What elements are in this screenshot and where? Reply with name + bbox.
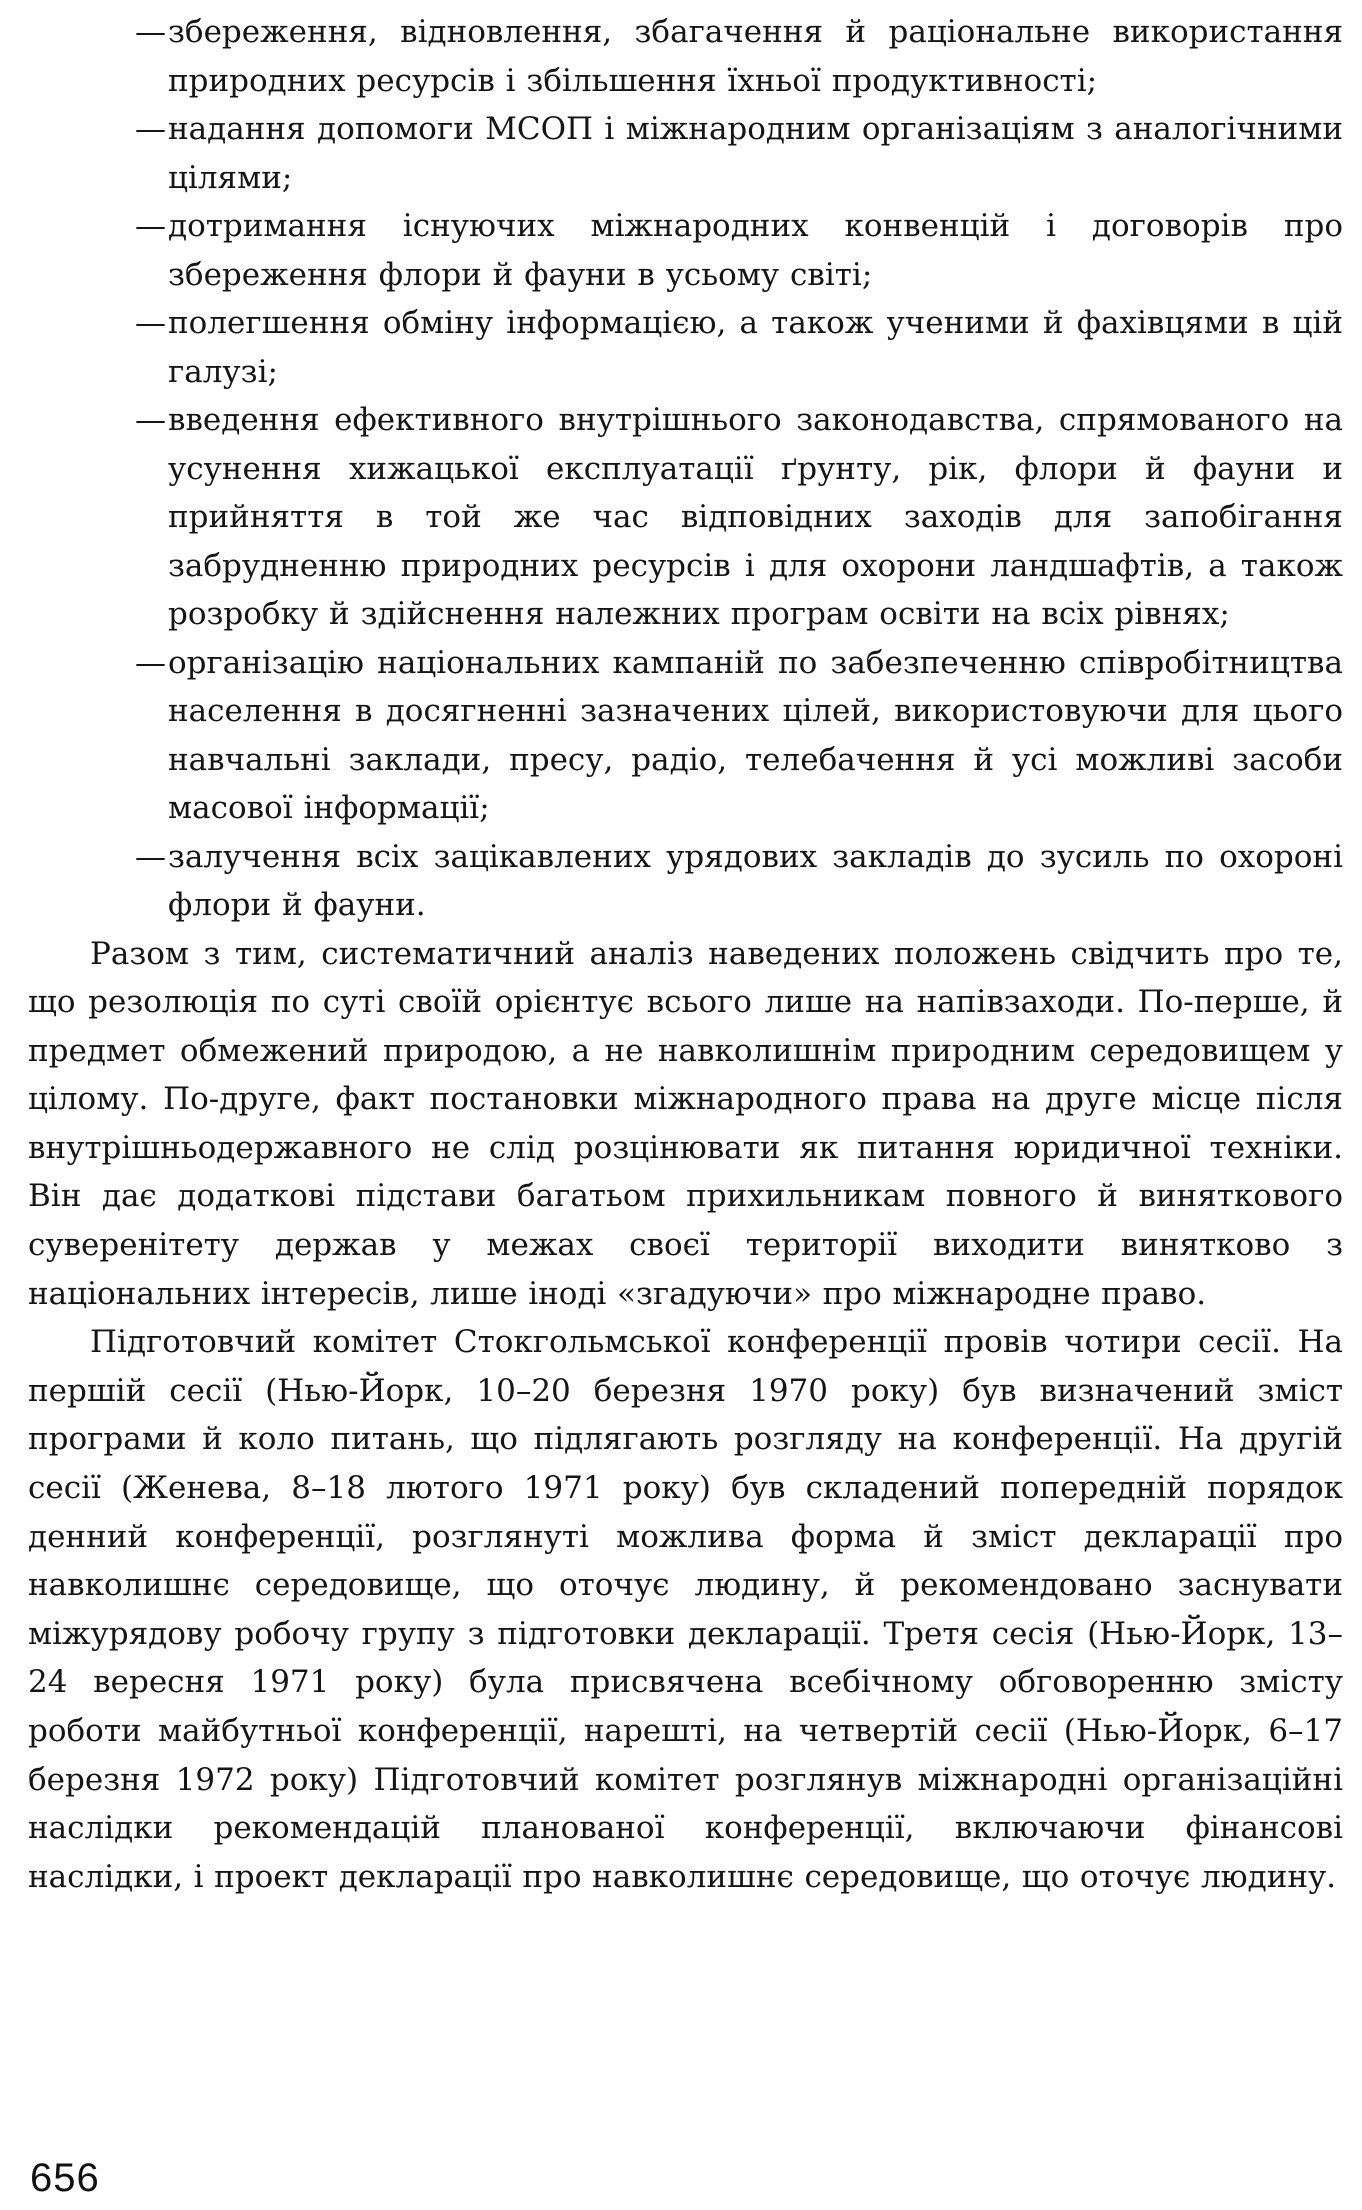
bullet-dash: —	[135, 305, 166, 341]
document-content	[28, 8, 1343, 1901]
bullet-item	[28, 833, 1343, 930]
page-number: 656	[30, 2156, 100, 2200]
bullet-text: надання допомоги МСОП і міжнародним організаціям з аналогічними цілями;	[168, 111, 1343, 196]
body-paragraph: Підготовчий комітет Стокгольмської конференції провів чотири сесії. На першій сесії (Нью-Йорк, 10–20 березня 1970 року) був визначений зміст програми й коло питань, що підлягають розгляду на конференції. На другій сесії (Женева, 8–18 лютого 1971 року) був складений попередній порядок денний конференції, розглянуті можлива форма й зміст декларації про навколишнє середовище, що оточує людину, й рекомендовано заснувати міжурядову робочу групу з підготовки декларації. Третя сесія (Нью-Йорк, 13–24 вересня 1971 року) була присвячена всебічному обговоренню змісту роботи майбутньої конференції, нарешті, на четвертій сесії (Нью-Йорк, 6–17 березня 1972 року) Підготовчий комітет розглянув міжнародні організаційні наслідки рекомендацій планованої конференції, включаючи фінансові наслідки, і проект декларації про навколишнє середовище, що оточує людину.	[28, 1324, 1343, 1895]
bullet-text: дотримання існуючих міжнародних конвенцій і договорів про збереження флори й фауни в усьому світі;	[168, 208, 1343, 293]
bullet-text: введення ефективного внутрішнього законодавства, спрямованого на усунення хижацької експлуатації ґрунту, рік, флори й фауни и прийняття в той же час відповідних заходів для запобігання забрудненню природних ресурсів і для охорони ландшафтів, а також розробку й здійснення належних програм освіти на всіх рівнях;	[168, 402, 1343, 632]
bullet-text: полегшення обміну інформацією, а також ученими й фахівцями в цій галузі;	[168, 305, 1343, 390]
bullet-dash: —	[135, 402, 166, 438]
bullet-item	[28, 299, 1343, 396]
bullet-dash: —	[135, 208, 166, 244]
bullet-text: організацію національних кампаній по забезпеченню співробітництва населення в досягненні зазначених цілей, використовуючи для цього навчальні заклади, пресу, радіо, телебачення й усі можливі засоби масової інформації;	[168, 644, 1343, 826]
bullet-dash: —	[135, 111, 166, 147]
body-paragraph: Разом з тим, систематичний аналіз наведених положень свідчить про те, що резолюція по суті своїй орієнтує всього лише на напівзаходи. По-перше, й предмет обмежений природою, а не навколишнім природним середовищем у цілому. По-друге, факт постановки міжнародного права на друге місце після внутрішньодержавного не слід розцінювати як питання юридичної техніки. Він дає додаткові підстави багатьом прихильникам повного й виняткового суверенітету держав у межах своєї території виходити винятково з національних інтересів, лише іноді «згадуючи» про міжнародне право.	[28, 935, 1343, 1312]
bullet-dash: —	[135, 838, 166, 875]
bullet-item	[28, 396, 1343, 639]
bullet-item	[28, 202, 1343, 299]
bullet-item	[28, 639, 1343, 833]
bullet-dash: —	[135, 644, 166, 681]
bullet-item	[28, 8, 1343, 105]
bullet-text: збереження, відновлення, збагачення й раціональне використання природних ресурсів і збільшення їхньої продуктивності;	[168, 14, 1343, 99]
bullet-text: залучення всіх зацікавлених урядових закладів до зусиль по охороні флори й фауни.	[168, 838, 1343, 923]
bullet-item	[28, 105, 1343, 202]
bullet-dash: —	[135, 14, 166, 50]
bullet-list	[28, 8, 1343, 930]
